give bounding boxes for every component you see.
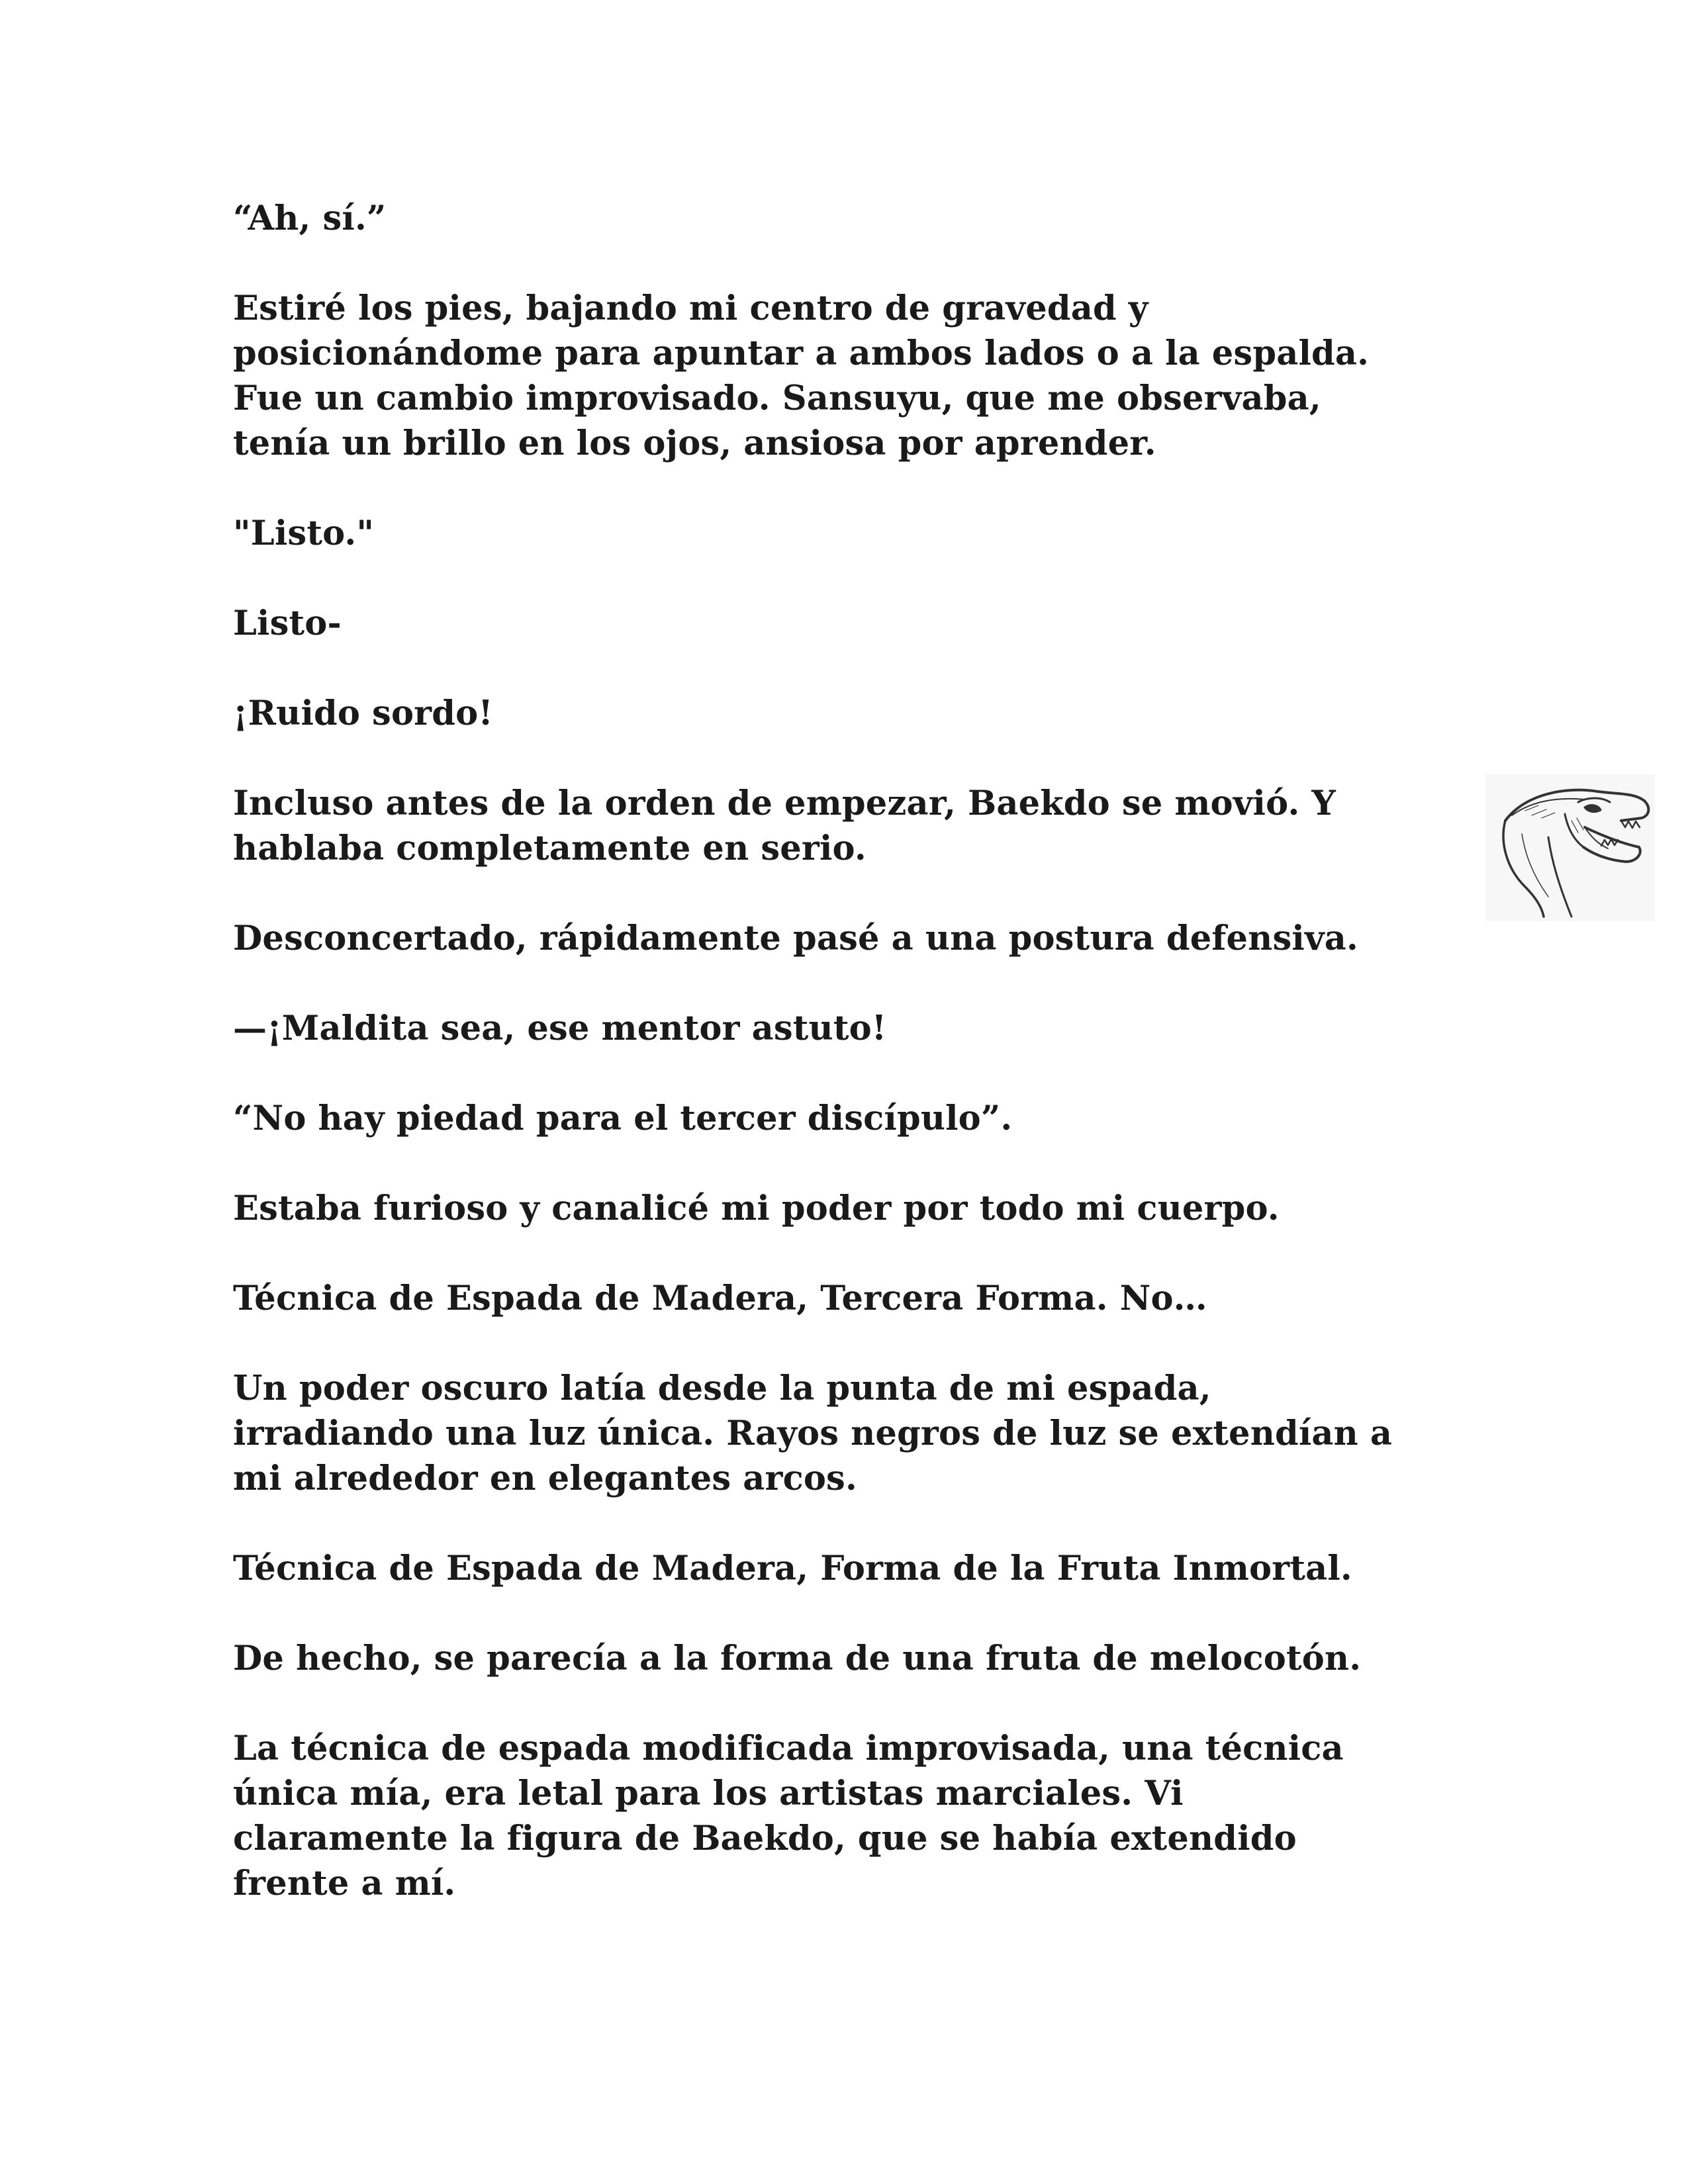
paragraph: ¡Ruido sordo! [233, 694, 493, 733]
paragraph: De hecho, se parecía a la forma de una fruta de melocotón. [233, 1639, 1362, 1678]
paragraph: Un poder oscuro latía desde la punta de mi espada, irradiando una luz única. Rayos negros de luz se extendían a mi alrededor en elegantes arcos. [233, 1369, 1393, 1498]
paragraph: Estiré los pies, bajando mi centro de gravedad y posicionándome para apuntar a ambos lados o a la espalda. Fue un cambio improvisado. Sansuyu, que me observaba, tenía un brillo en los ojos, ansiosa por aprender. [233, 289, 1370, 463]
paragraph: Incluso antes de la orden de empezar, Baekdo se movió. Y hablaba completamente en serio. [233, 784, 1336, 868]
paragraph: Estaba furioso y canalicé mi poder por todo mi cuerpo. [233, 1189, 1280, 1228]
paragraph: “No hay piedad para el tercer discípulo”. [233, 1099, 1013, 1138]
paragraph: Desconcertado, rápidamente pasé a una postura defensiva. [233, 919, 1358, 958]
paragraph: Técnica de Espada de Madera, Forma de la Fruta Inmortal. [233, 1549, 1352, 1588]
paragraph: "Listo." [233, 514, 375, 553]
body-text [233, 196, 1491, 1951]
paragraph: La técnica de espada modificada improvisada, una técnica única mía, era letal para los artistas marciales. Vi claramente la figura de Baekdo, que se había extendido frente a mí. [233, 1729, 1344, 1903]
paragraph: Listo- [233, 604, 342, 643]
paragraph: “Ah, sí.” [233, 199, 387, 238]
paragraph: Técnica de Espada de Madera, Tercera Forma. No… [233, 1279, 1207, 1318]
paragraph: —¡Maldita sea, ese mentor astuto! [233, 1009, 887, 1048]
dinosaur-head-icon [1485, 774, 1655, 921]
